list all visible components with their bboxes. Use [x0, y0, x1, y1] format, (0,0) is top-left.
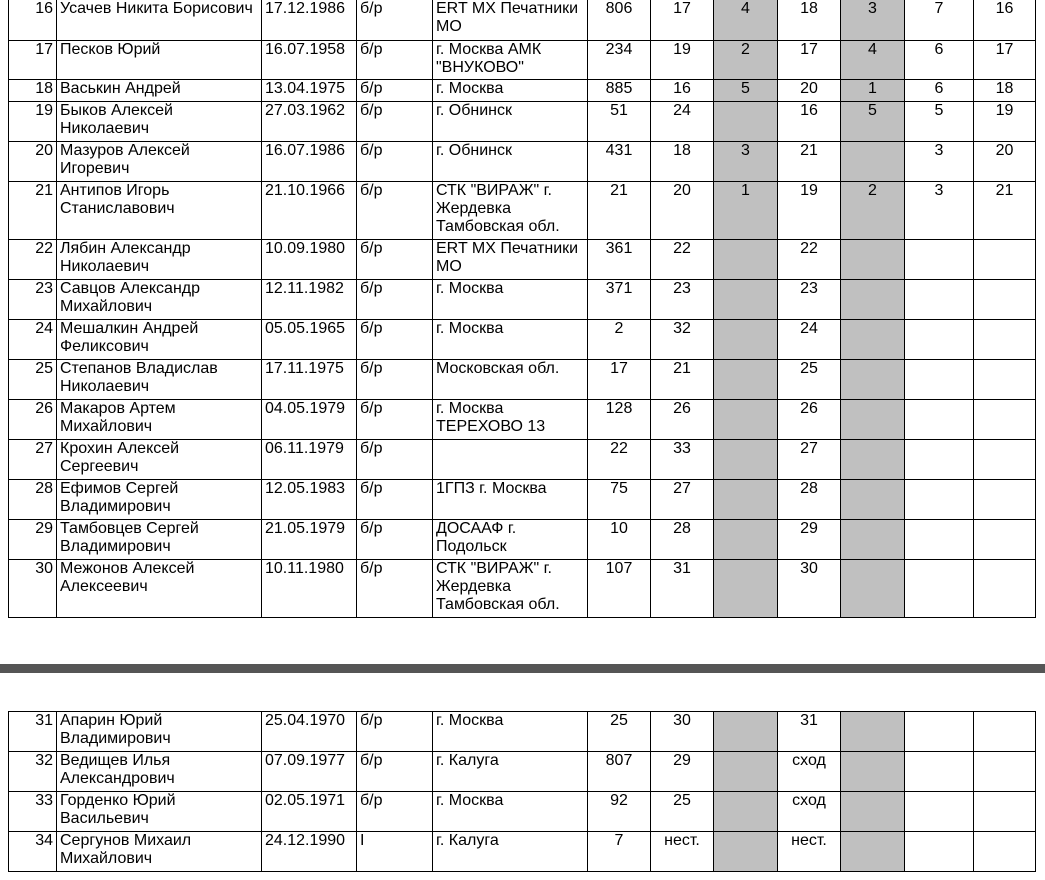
result-col-6: 18 [974, 79, 1036, 101]
start-number: 7 [588, 832, 651, 872]
table-row [9, 359, 1036, 399]
athlete-name: Ефимов Сергей Владимирович [57, 479, 262, 519]
club: Московская обл. [433, 359, 588, 399]
result-col-1: 21 [651, 359, 714, 399]
rank: б/р [357, 359, 433, 399]
result-col-1: 33 [651, 439, 714, 479]
result-col-6 [974, 519, 1036, 559]
athlete-name: Лябин Александр Николаевич [57, 239, 262, 279]
result-col-1: 28 [651, 519, 714, 559]
table-row [9, 712, 1036, 752]
start-number: 885 [588, 79, 651, 101]
birth-date: 13.04.1975 [262, 79, 357, 101]
club: г. Москва [433, 792, 588, 832]
start-number: 75 [588, 479, 651, 519]
rank: б/р [357, 439, 433, 479]
row-number: 23 [9, 279, 57, 319]
table-row [9, 239, 1036, 279]
result-col-3: 30 [778, 559, 841, 617]
athlete-name: Степанов Владислав Николаевич [57, 359, 262, 399]
table-row [9, 40, 1036, 79]
result-col-5: 7 [905, 0, 974, 40]
birth-date: 04.05.1979 [262, 399, 357, 439]
birth-date: 27.03.1962 [262, 101, 357, 141]
row-number: 18 [9, 79, 57, 101]
result-col-2: 4 [714, 0, 778, 40]
row-number: 26 [9, 399, 57, 439]
club: г. Обнинск [433, 141, 588, 181]
result-col-3: нест. [778, 832, 841, 872]
athlete-name: Апарин Юрий Владимирович [57, 712, 262, 752]
birth-date: 25.04.1970 [262, 712, 357, 752]
athlete-name: Усачев Никита Борисович [57, 0, 262, 40]
result-col-1: 23 [651, 279, 714, 319]
birth-date: 10.09.1980 [262, 239, 357, 279]
result-col-1: 17 [651, 0, 714, 40]
club: г. Калуга [433, 832, 588, 872]
result-col-6 [974, 359, 1036, 399]
row-number: 17 [9, 40, 57, 79]
table-row [9, 0, 1036, 40]
start-number: 234 [588, 40, 651, 79]
rank: б/р [357, 399, 433, 439]
result-col-2: 5 [714, 79, 778, 101]
birth-date: 05.05.1965 [262, 319, 357, 359]
result-col-3: 18 [778, 0, 841, 40]
result-col-3: сход [778, 792, 841, 832]
result-col-2 [714, 519, 778, 559]
rank: б/р [357, 40, 433, 79]
result-col-1: 16 [651, 79, 714, 101]
result-col-4 [841, 239, 905, 279]
rank: б/р [357, 181, 433, 239]
result-col-6 [974, 479, 1036, 519]
result-col-3: 19 [778, 181, 841, 239]
start-number: 807 [588, 752, 651, 792]
table-row [9, 559, 1036, 617]
result-col-4 [841, 359, 905, 399]
results-table-bottom [8, 711, 1036, 872]
result-col-4 [841, 519, 905, 559]
club: г. Москва ТЕРЕХОВО 13 [433, 399, 588, 439]
result-col-1: 31 [651, 559, 714, 617]
birth-date: 07.09.1977 [262, 752, 357, 792]
result-col-4 [841, 141, 905, 181]
table-row [9, 79, 1036, 101]
result-col-2: 1 [714, 181, 778, 239]
athlete-name: Мешалкин Андрей Феликсович [57, 319, 262, 359]
athlete-name: Горденко Юрий Васильевич [57, 792, 262, 832]
result-col-6: 17 [974, 40, 1036, 79]
result-col-6 [974, 792, 1036, 832]
athlete-name: Макаров Артем Михайлович [57, 399, 262, 439]
result-col-6 [974, 559, 1036, 617]
result-col-6 [974, 399, 1036, 439]
result-col-1: 22 [651, 239, 714, 279]
rank: б/р [357, 712, 433, 752]
athlete-name: Песков Юрий [57, 40, 262, 79]
row-number: 21 [9, 181, 57, 239]
start-number: 806 [588, 0, 651, 40]
result-col-6: 16 [974, 0, 1036, 40]
athlete-name: Ведищев Илья Александрович [57, 752, 262, 792]
result-col-3: 21 [778, 141, 841, 181]
table-row [9, 519, 1036, 559]
result-col-6 [974, 279, 1036, 319]
result-col-3: сход [778, 752, 841, 792]
result-col-1: 29 [651, 752, 714, 792]
rank: I [357, 832, 433, 872]
result-col-2 [714, 101, 778, 141]
birth-date: 12.11.1982 [262, 279, 357, 319]
result-col-6 [974, 319, 1036, 359]
result-col-1: 25 [651, 792, 714, 832]
row-number: 32 [9, 752, 57, 792]
result-col-2 [714, 479, 778, 519]
club: г. Обнинск [433, 101, 588, 141]
result-col-6: 20 [974, 141, 1036, 181]
athlete-name: Антипов Игорь Станиславович [57, 181, 262, 239]
result-col-6 [974, 439, 1036, 479]
athlete-name: Мазуров Алексей Игоревич [57, 141, 262, 181]
result-col-1: 18 [651, 141, 714, 181]
table-row [9, 279, 1036, 319]
result-col-3: 28 [778, 479, 841, 519]
results-table-top [8, 0, 1036, 618]
result-col-2 [714, 832, 778, 872]
result-col-3: 27 [778, 439, 841, 479]
row-number: 29 [9, 519, 57, 559]
result-col-5 [905, 792, 974, 832]
result-col-4 [841, 792, 905, 832]
result-col-5 [905, 279, 974, 319]
start-number: 128 [588, 399, 651, 439]
result-col-5 [905, 479, 974, 519]
result-col-1: 32 [651, 319, 714, 359]
row-number: 25 [9, 359, 57, 399]
result-col-3: 17 [778, 40, 841, 79]
result-col-2 [714, 792, 778, 832]
result-col-2 [714, 279, 778, 319]
result-col-3: 24 [778, 319, 841, 359]
club: ERT MX Печатники МО [433, 0, 588, 40]
start-number: 361 [588, 239, 651, 279]
rank: б/р [357, 79, 433, 101]
result-col-2 [714, 439, 778, 479]
rank: б/р [357, 792, 433, 832]
club [433, 439, 588, 479]
athlete-name: Быков Алексей Николаевич [57, 101, 262, 141]
club: 1ГПЗ г. Москва [433, 479, 588, 519]
result-col-5 [905, 239, 974, 279]
result-col-2 [714, 712, 778, 752]
start-number: 25 [588, 712, 651, 752]
result-col-2: 3 [714, 141, 778, 181]
start-number: 22 [588, 439, 651, 479]
club: г. Москва [433, 79, 588, 101]
table-row [9, 141, 1036, 181]
start-number: 371 [588, 279, 651, 319]
birth-date: 17.11.1975 [262, 359, 357, 399]
birth-date: 12.05.1983 [262, 479, 357, 519]
result-col-6 [974, 832, 1036, 872]
result-col-4 [841, 712, 905, 752]
club: г. Москва АМК "ВНУКОВО" [433, 40, 588, 79]
row-number: 31 [9, 712, 57, 752]
rank: б/р [357, 519, 433, 559]
birth-date: 24.12.1990 [262, 832, 357, 872]
result-col-1: 20 [651, 181, 714, 239]
rank: б/р [357, 479, 433, 519]
club: г. Москва [433, 712, 588, 752]
result-col-2 [714, 359, 778, 399]
start-number: 431 [588, 141, 651, 181]
birth-date: 17.12.1986 [262, 0, 357, 40]
result-col-4: 5 [841, 101, 905, 141]
club: г. Москва [433, 319, 588, 359]
page-separator [0, 664, 1045, 673]
result-col-5: 3 [905, 141, 974, 181]
result-col-2 [714, 752, 778, 792]
club: ДОСААФ г. Подольск [433, 519, 588, 559]
result-col-4 [841, 832, 905, 872]
athlete-name: Межонов Алексей Алексеевич [57, 559, 262, 617]
table-row [9, 439, 1036, 479]
row-number: 19 [9, 101, 57, 141]
result-col-5 [905, 399, 974, 439]
result-col-2 [714, 239, 778, 279]
rank: б/р [357, 141, 433, 181]
birth-date: 21.05.1979 [262, 519, 357, 559]
table-row [9, 399, 1036, 439]
row-number: 16 [9, 0, 57, 40]
result-col-3: 22 [778, 239, 841, 279]
result-col-4 [841, 279, 905, 319]
result-col-5 [905, 519, 974, 559]
result-col-3: 25 [778, 359, 841, 399]
start-number: 17 [588, 359, 651, 399]
result-col-4: 4 [841, 40, 905, 79]
result-col-4 [841, 559, 905, 617]
result-col-3: 23 [778, 279, 841, 319]
start-number: 92 [588, 792, 651, 832]
result-col-4 [841, 319, 905, 359]
row-number: 22 [9, 239, 57, 279]
start-number: 10 [588, 519, 651, 559]
result-col-5 [905, 359, 974, 399]
row-number: 28 [9, 479, 57, 519]
athlete-name: Сергунов Михаил Михайлович [57, 832, 262, 872]
rank: б/р [357, 559, 433, 617]
result-col-4 [841, 752, 905, 792]
birth-date: 21.10.1966 [262, 181, 357, 239]
result-col-5 [905, 319, 974, 359]
athlete-name: Крохин Алексей Сергеевич [57, 439, 262, 479]
rank: б/р [357, 239, 433, 279]
result-col-6 [974, 239, 1036, 279]
rank: б/р [357, 279, 433, 319]
row-number: 33 [9, 792, 57, 832]
result-col-6 [974, 712, 1036, 752]
result-col-1: 24 [651, 101, 714, 141]
result-col-5 [905, 712, 974, 752]
result-col-5 [905, 559, 974, 617]
birth-date: 16.07.1958 [262, 40, 357, 79]
result-col-5 [905, 832, 974, 872]
row-number: 34 [9, 832, 57, 872]
row-number: 30 [9, 559, 57, 617]
birth-date: 06.11.1979 [262, 439, 357, 479]
club: СТК "ВИРАЖ" г. Жердевка Тамбовская обл. [433, 559, 588, 617]
table-row [9, 319, 1036, 359]
result-col-2 [714, 399, 778, 439]
result-col-6: 21 [974, 181, 1036, 239]
table-row [9, 479, 1036, 519]
club: СТК "ВИРАЖ" г. Жердевка Тамбовская обл. [433, 181, 588, 239]
result-col-5: 5 [905, 101, 974, 141]
result-col-2 [714, 559, 778, 617]
start-number: 2 [588, 319, 651, 359]
club: г. Москва [433, 279, 588, 319]
rank: б/р [357, 319, 433, 359]
club: г. Калуга [433, 752, 588, 792]
result-col-4 [841, 399, 905, 439]
result-col-5: 3 [905, 181, 974, 239]
result-col-3: 26 [778, 399, 841, 439]
start-number: 107 [588, 559, 651, 617]
result-col-4 [841, 439, 905, 479]
result-col-2 [714, 319, 778, 359]
result-col-5: 6 [905, 40, 974, 79]
result-col-3: 20 [778, 79, 841, 101]
athlete-name: Тамбовцев Сергей Владимирович [57, 519, 262, 559]
club: ERT MX Печатники МО [433, 239, 588, 279]
table-row [9, 752, 1036, 792]
row-number: 24 [9, 319, 57, 359]
result-col-4: 3 [841, 0, 905, 40]
result-col-4 [841, 479, 905, 519]
athlete-name: Савцов Александр Михайлович [57, 279, 262, 319]
table-row [9, 792, 1036, 832]
result-col-6 [974, 752, 1036, 792]
result-col-5: 6 [905, 79, 974, 101]
result-col-5 [905, 439, 974, 479]
table-row [9, 181, 1036, 239]
result-col-3: 16 [778, 101, 841, 141]
result-col-2: 2 [714, 40, 778, 79]
rank: б/р [357, 0, 433, 40]
rank: б/р [357, 752, 433, 792]
result-col-4: 1 [841, 79, 905, 101]
rank: б/р [357, 101, 433, 141]
result-col-3: 31 [778, 712, 841, 752]
start-number: 21 [588, 181, 651, 239]
birth-date: 16.07.1986 [262, 141, 357, 181]
result-col-4: 2 [841, 181, 905, 239]
table-row [9, 101, 1036, 141]
birth-date: 02.05.1971 [262, 792, 357, 832]
result-col-1: 19 [651, 40, 714, 79]
result-col-5 [905, 752, 974, 792]
result-col-1: 27 [651, 479, 714, 519]
result-col-3: 29 [778, 519, 841, 559]
table-row [9, 832, 1036, 872]
birth-date: 10.11.1980 [262, 559, 357, 617]
row-number: 20 [9, 141, 57, 181]
result-col-1: 26 [651, 399, 714, 439]
result-col-1: нест. [651, 832, 714, 872]
athlete-name: Васькин Андрей [57, 79, 262, 101]
start-number: 51 [588, 101, 651, 141]
result-col-1: 30 [651, 712, 714, 752]
row-number: 27 [9, 439, 57, 479]
result-col-6: 19 [974, 101, 1036, 141]
